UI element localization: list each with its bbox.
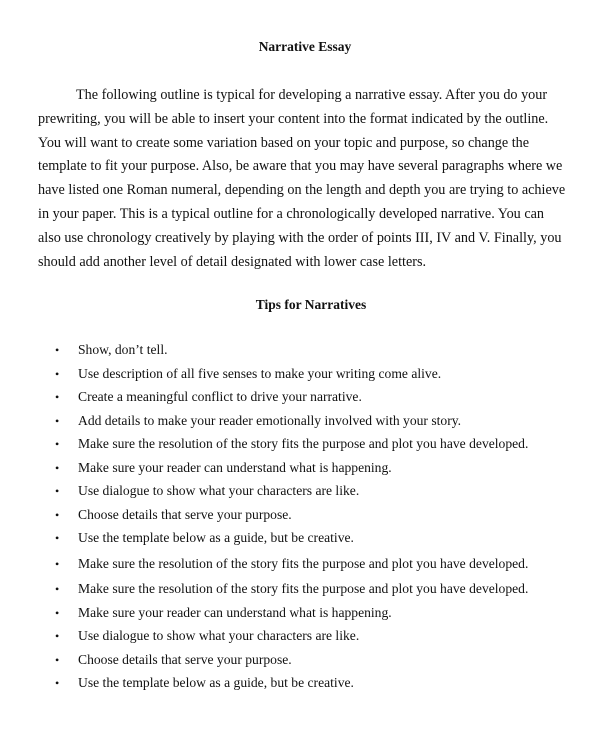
bullet-icon: • (55, 582, 60, 596)
bullet-icon: • (55, 366, 60, 381)
bullet-icon: • (55, 413, 60, 428)
bullet-icon: • (55, 390, 60, 404)
tip-text: Choose details that serve your purpose. (78, 506, 292, 522)
intro-paragraph: The following outline is typical for developing a narrative essay. After you do your prewriting, you will be able to insert your content into the format indicated by the outline. You will want to create some variation based on your topic and purpose, so change the template to fit your purpose. Also, be aware that you may have several paragraphs where we have listed one Roman numeral, depending on the length and depth you are trying to achieve in your paper. This is a typical outline for a chronologically developed narrative. You can also use chronology creatively by playing with the order of points III, IV and V. Finally, you should add another level of detail designated with lower case letters. (38, 87, 566, 270)
tip-text: Show, don’t tell. (78, 342, 168, 357)
tip-text: Use dialogue to show what your characters are like. (78, 483, 360, 498)
bullet-icon: • (55, 556, 60, 571)
tip-text: Use the template below as a guide, but be creative. (78, 675, 354, 690)
list-item (0, 387, 600, 411)
tip-text: Make sure your reader can understand what is happening. (78, 604, 392, 620)
tip-text: Create a meaningful conflict to drive your narrative. (78, 389, 362, 404)
tip-text: Make sure the resolution of the story fits the purpose and plot you have developed. (78, 581, 529, 596)
bullet-icon: • (55, 460, 60, 475)
tip-text: Use the template below as a guide, but be creative. (78, 530, 354, 545)
tip-text: Use description of all five senses to make your writing come alive. (78, 365, 442, 381)
bullet-icon: • (55, 437, 60, 451)
list-item (0, 411, 600, 435)
list-item (0, 673, 600, 697)
list-item (0, 650, 600, 674)
tip-text: Make sure the resolution of the story fits the purpose and plot you have developed. (78, 555, 529, 571)
tips-list (0, 340, 600, 697)
tip-text: Make sure your reader can understand what is happening. (78, 459, 392, 475)
bullet-icon: • (55, 343, 60, 357)
list-item (0, 364, 600, 388)
list-item (0, 434, 600, 458)
list-item (0, 505, 600, 529)
bullet-icon: • (55, 507, 60, 522)
list-item (0, 481, 600, 505)
document-title: Narrative Essay (258, 39, 352, 54)
bullet-icon: • (55, 652, 60, 667)
bullet-icon: • (55, 629, 60, 643)
tip-text: Choose details that serve your purpose. (78, 651, 292, 667)
list-item (0, 528, 600, 552)
bullet-icon: • (55, 484, 60, 498)
list-item (0, 554, 600, 578)
bullet-icon: • (55, 676, 60, 690)
tip-text: Make sure the resolution of the story fits the purpose and plot you have developed. (78, 436, 529, 451)
tip-text: Use dialogue to show what your characters are like. (78, 628, 360, 643)
list-item (0, 579, 600, 603)
list-item (0, 603, 600, 627)
bullet-icon: • (55, 605, 60, 620)
bullet-icon: • (55, 531, 60, 545)
list-item (0, 340, 600, 364)
list-item (0, 626, 600, 650)
list-item (0, 458, 600, 482)
tips-heading: Tips for Narratives (255, 297, 367, 312)
tip-text: Add details to make your reader emotionally involved with your story. (78, 412, 462, 428)
